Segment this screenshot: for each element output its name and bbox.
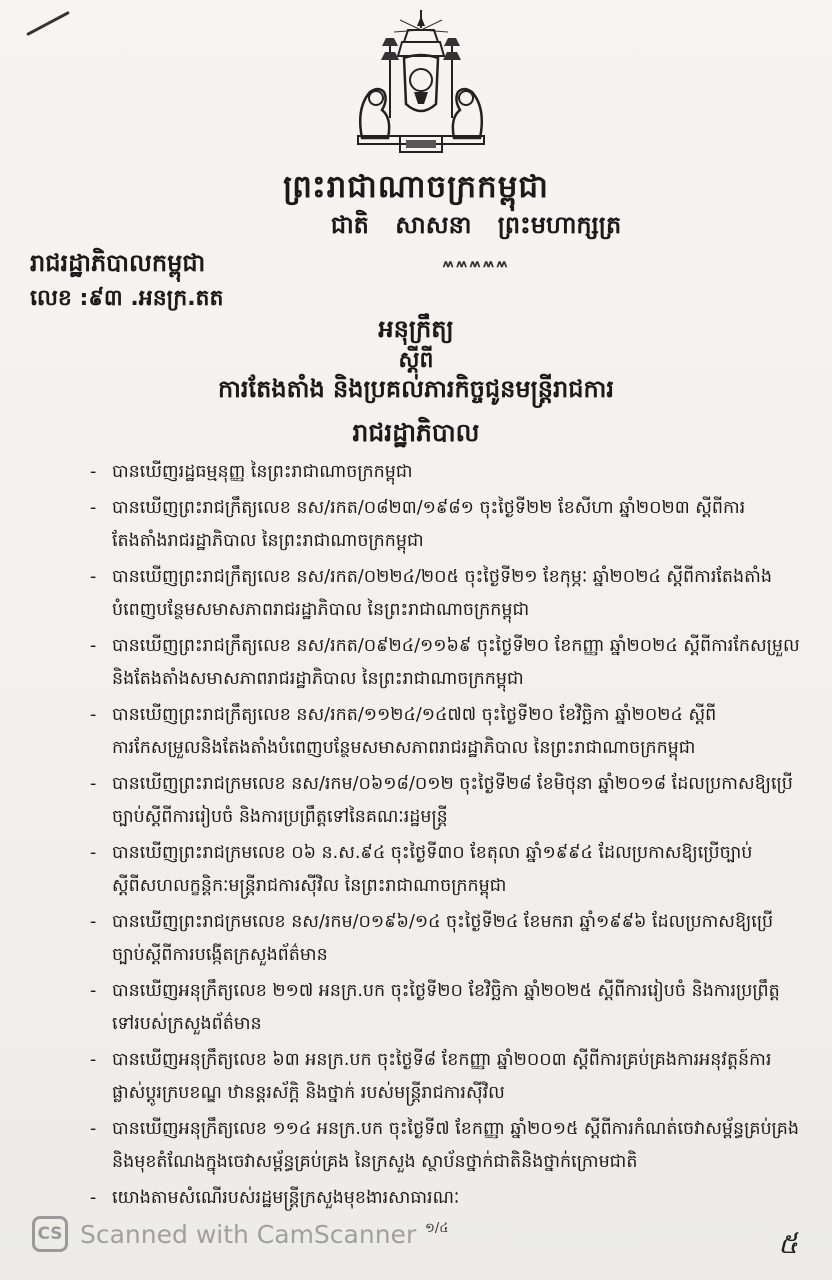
preamble-clause: - បានឃើញអនុក្រឹត្យលេខ ១១៤ អនក្រ.បក ចុះថ្ងៃទី៧ ខែកញ្ញា ឆ្នាំ២០១៥ ស្តីពីការកំណត់ចេវាសម្ព័ន្ធគ្រប់គ្រងនិងមុខតំណែងក្នុងចេវាសម្ព័ន្ធគ្រប់គ្រង នៃក្រសួង ស្ថាប័នថ្នាក់ជាតិនិងថ្នាក់ក្រោមជាតិ — [90, 1119, 799, 1172]
preamble-clause: - បានឃើញព្រះរាជក្រមលេខ នស/រកម/០៦១៨/០១២ ចុះថ្ងៃទី២៨ ខែមិថុនា ឆ្នាំ២០១៨ ដែលប្រកាសឱ្យប្រើច្បាប់ស្តីពីការរៀបចំ និងការប្រព្រឹត្តទៅនៃគណៈរដ្ឋមន្ត្រី — [90, 774, 793, 827]
handwritten-page-mark: ៥ — [778, 1227, 798, 1260]
clause-text: បានឃើញព្រះរាជក្រឹត្យលេខ នស/រកត/០២២៤/២០៥ ចុះថ្ងៃទី២១ ខែកុម្ភៈ ឆ្នាំ២០២៤ ស្តីពីការតែងតាំងបំពេញបន្ថែមសមាសភាពរាជរដ្ឋាភិបាល នៃព្រះរាជាណាចក្រកម្ពុជា — [112, 567, 772, 620]
clause-text: បានឃើញព្រះរាជក្រឹត្យលេខ នស/រកត/០៨២៣/១៩៨១ ចុះថ្ងៃទី២២ ខែសីហា ឆ្នាំ២០២៣ ស្តីពីការតែងតាំងរាជរដ្ឋាភិបាល នៃព្រះរាជាណាចក្រកម្ពុជា — [112, 498, 746, 551]
clause-text: បានឃើញរដ្ឋធម្មនុញ្ញ នៃព្រះរាជាណាចក្រកម្ពុជា — [112, 462, 413, 482]
document-subject: ការតែងតាំង និងប្រគល់ភារកិច្ចជូនមន្ត្រីរាជការ — [218, 375, 614, 403]
issuer-heading: រាជរដ្ឋាភិបាល — [352, 418, 480, 447]
clause-text: បានឃើញអនុក្រឹត្យលេខ ៦៣ អនក្រ.បក ចុះថ្ងៃទី៨ ខែកញ្ញា ឆ្នាំ២០០៣ ស្តីពីការគ្រប់គ្រងការអនុវត្តន៍ការផ្លាស់ប្តូរក្របខណ្ឌ ឋានន្តរស័ក្តិ និងថ្នាក់ របស់មន្ត្រីរាជការស៊ីវិល — [112, 1050, 772, 1103]
page-number: ១/៤ — [425, 1221, 449, 1236]
document-type-title: អនុក្រឹត្យ — [378, 315, 454, 343]
issuing-government: រាជរដ្ឋាភិបាលកម្ពុជា — [30, 249, 206, 277]
clause-text: បានឃើញអនុក្រឹត្យលេខ ២១៧ អនក្រ.បក ចុះថ្ងៃទី២០ ខែវិច្ឆិកា ឆ្នាំ២០២៥ ស្តីពីការរៀបចំ និងការប្រព្រឹត្តទៅរបស់ក្រសួងព័ត៌មាន — [112, 981, 780, 1034]
preamble-clause: - បានឃើញអនុក្រឹត្យលេខ ៦៣ អនក្រ.បក ចុះថ្ងៃទី៨ ខែកញ្ញា ឆ្នាំ២០០៣ ស្តីពីការគ្រប់គ្រងការអនុវត្តន៍ការផ្លាស់ប្តូរក្របខណ្ឌ ឋានន្តរស័ក្តិ និងថ្នាក់ របស់មន្ត្រីរាជការស៊ីវិល — [90, 1050, 772, 1103]
clause-text: បានឃើញព្រះរាជក្រមលេខ នស/រកម/០១៩៦/១៤ ចុះថ្ងៃទី២៤ ខែមករា ឆ្នាំ១៩៩៦ ដែលប្រកាសឱ្យប្រើច្បាប់ស្តីពីការបង្កើតក្រសួងព័ត៌មាន — [112, 912, 774, 965]
preamble-clause: - បានឃើញព្រះរាជក្រឹត្យលេខ នស/រកត/០៩២៤/១១៦៩ ចុះថ្ងៃទី២០ ខែកញ្ញា ឆ្នាំ២០២៤ ស្តីពីការកែសម្រួលនិងតែងតាំងសមាសភាពរាជរដ្ឋាភិបាល នៃព្រះរាជាណាចក្រកម្ពុជា — [90, 636, 800, 689]
kingdom-heading: ព្រះរាជាណាចក្រកម្ពុជា — [283, 169, 549, 205]
clause-text: បានឃើញព្រះរាជក្រឹត្យលេខ នស/រកត/១១២៤/១៤៧៧ ចុះថ្ងៃទី២០ ខែវិច្ឆិកា ឆ្នាំ២០២៤ ស្តីពីការកែសម្រួលនិងតែងតាំងបំពេញបន្ថែមសមាសភាពរាជរដ្ឋាភិបាល នៃព្រះរាជាណាចក្រកម្ពុជា — [112, 705, 717, 758]
preamble-clause: - បានឃើញព្រះរាជក្រឹត្យលេខ នស/រកត/០២២៤/២០៥ ចុះថ្ងៃទី២១ ខែកុម្ភៈ ឆ្នាំ២០២៤ ស្តីពីការតែងតាំងបំពេញបន្ថែមសមាសភាពរាជរដ្ឋាភិបាល នៃព្រះរាជាណាចក្រកម្ពុជា — [90, 567, 772, 620]
preamble-clause: - បានឃើញព្រះរាជក្រឹត្យលេខ នស/រកត/០៨២៣/១៩៨១ ចុះថ្ងៃទី២២ ខែសីហា ឆ្នាំ២០២៣ ស្តីពីការតែងតាំងរាជរដ្ឋាភិបាល នៃព្រះរាជាណាចក្រកម្ពុជា — [90, 498, 746, 551]
clause-text: យោងតាមសំណើរបស់រដ្ឋមន្ត្រីក្រសួងមុខងារសាធារណៈ — [112, 1188, 460, 1208]
decorative-ornament: ៳៳៳៳៳ — [442, 252, 510, 271]
pen-stroke-mark — [26, 11, 70, 36]
camscanner-logo-icon: CS — [32, 1216, 68, 1252]
preamble-clause: - បានឃើញព្រះរាជក្រមលេខ នស/រកម/០១៩៦/១៤ ចុះថ្ងៃទី២៤ ខែមករា ឆ្នាំ១៩៩៦ ដែលប្រកាសឱ្យប្រើច្បាប់ស្តីពីការបង្កើតក្រសួងព័ត៌មាន — [90, 912, 774, 965]
clause-text: បានឃើញព្រះរាជក្រមលេខ នស/រកម/០៦១៨/០១២ ចុះថ្ងៃទី២៨ ខែមិថុនា ឆ្នាំ២០១៨ ដែលប្រកាសឱ្យប្រើច្បាប់ស្តីពីការរៀបចំ និងការប្រព្រឹត្តទៅនៃគណៈរដ្ឋមន្ត្រី — [112, 774, 793, 827]
preamble-clause: - បានឃើញព្រះរាជក្រឹត្យលេខ នស/រកត/១១២៤/១៤៧៧ ចុះថ្ងៃទី២០ ខែវិច្ឆិកា ឆ្នាំ២០២៤ ស្តីពីការកែសម្រួលនិងតែងតាំងបំពេញបន្ថែមសមាសភាពរាជរដ្ឋាភិបាល នៃព្រះរាជាណាចក្រកម្ពុជា — [90, 705, 717, 758]
clause-text: បានឃើញព្រះរាជក្រឹត្យលេខ នស/រកត/០៩២៤/១១៦៩ ចុះថ្ងៃទី២០ ខែកញ្ញា ឆ្នាំ២០២៤ ស្តីពីការកែសម្រួលនិងតែងតាំងសមាសភាពរាជរដ្ឋាភិបាល នៃព្រះរាជាណាចក្រកម្ពុជា — [112, 636, 800, 689]
camscanner-text: Scanned with CamScanner — [80, 1219, 417, 1249]
camscanner-watermark — [32, 1214, 416, 1254]
preamble-clause: - បានឃើញអនុក្រឹត្យលេខ ២១៧ អនក្រ.បក ចុះថ្ងៃទី២០ ខែវិច្ឆិកា ឆ្នាំ២០២៥ ស្តីពីការរៀបចំ និងការប្រព្រឹត្តទៅរបស់ក្រសួងព័ត៌មាន — [90, 981, 780, 1034]
national-motto: ជាតិ សាសនា ព្រះមហាក្សត្រ — [330, 211, 622, 239]
preamble-clause-list — [92, 456, 800, 1218]
preamble-clause: - យោងតាមសំណើរបស់រដ្ឋមន្ត្រីក្រសួងមុខងារសាធារណៈ — [90, 1188, 460, 1208]
clause-text: បានឃើញអនុក្រឹត្យលេខ ១១៤ អនក្រ.បក ចុះថ្ងៃទី៧ ខែកញ្ញា ឆ្នាំ២០១៥ ស្តីពីការកំណត់ចេវាសម្ព័ន្ធគ្រប់គ្រងនិងមុខតំណែងក្នុងចេវាសម្ព័ន្ធគ្រប់គ្រង នៃក្រសួង ស្ថាប័នថ្នាក់ជាតិនិងថ្នាក់ក្រោមជាតិ — [112, 1119, 799, 1172]
royal-coat-of-arms-icon — [348, 8, 494, 160]
preamble-clause: - បានឃើញព្រះរាជក្រមលេខ ០៦ ន.ស.៩៤ ចុះថ្ងៃទី៣០ ខែតុលា ឆ្នាំ១៩៩៤ ដែលប្រកាសឱ្យប្រើច្បាប់ស្តីពីសហលក្ខន្តិកៈមន្ត្រីរាជការស៊ីវិល នៃព្រះរាជាណាចក្រកម្ពុជា — [90, 843, 753, 896]
about-label: ស្តីពី — [398, 348, 434, 373]
preamble-clause: - បានឃើញរដ្ឋធម្មនុញ្ញ នៃព្រះរាជាណាចក្រកម្ពុជា — [90, 462, 413, 482]
document-number: លេខ :៩៣ .អនក្រ.តត — [30, 286, 224, 311]
clause-text: បានឃើញព្រះរាជក្រមលេខ ០៦ ន.ស.៩៤ ចុះថ្ងៃទី៣០ ខែតុលា ឆ្នាំ១៩៩៤ ដែលប្រកាសឱ្យប្រើច្បាប់ស្តីពីសហលក្ខន្តិកៈមន្ត្រីរាជការស៊ីវិល នៃព្រះរាជាណាចក្រកម្ពុជា — [112, 843, 753, 896]
